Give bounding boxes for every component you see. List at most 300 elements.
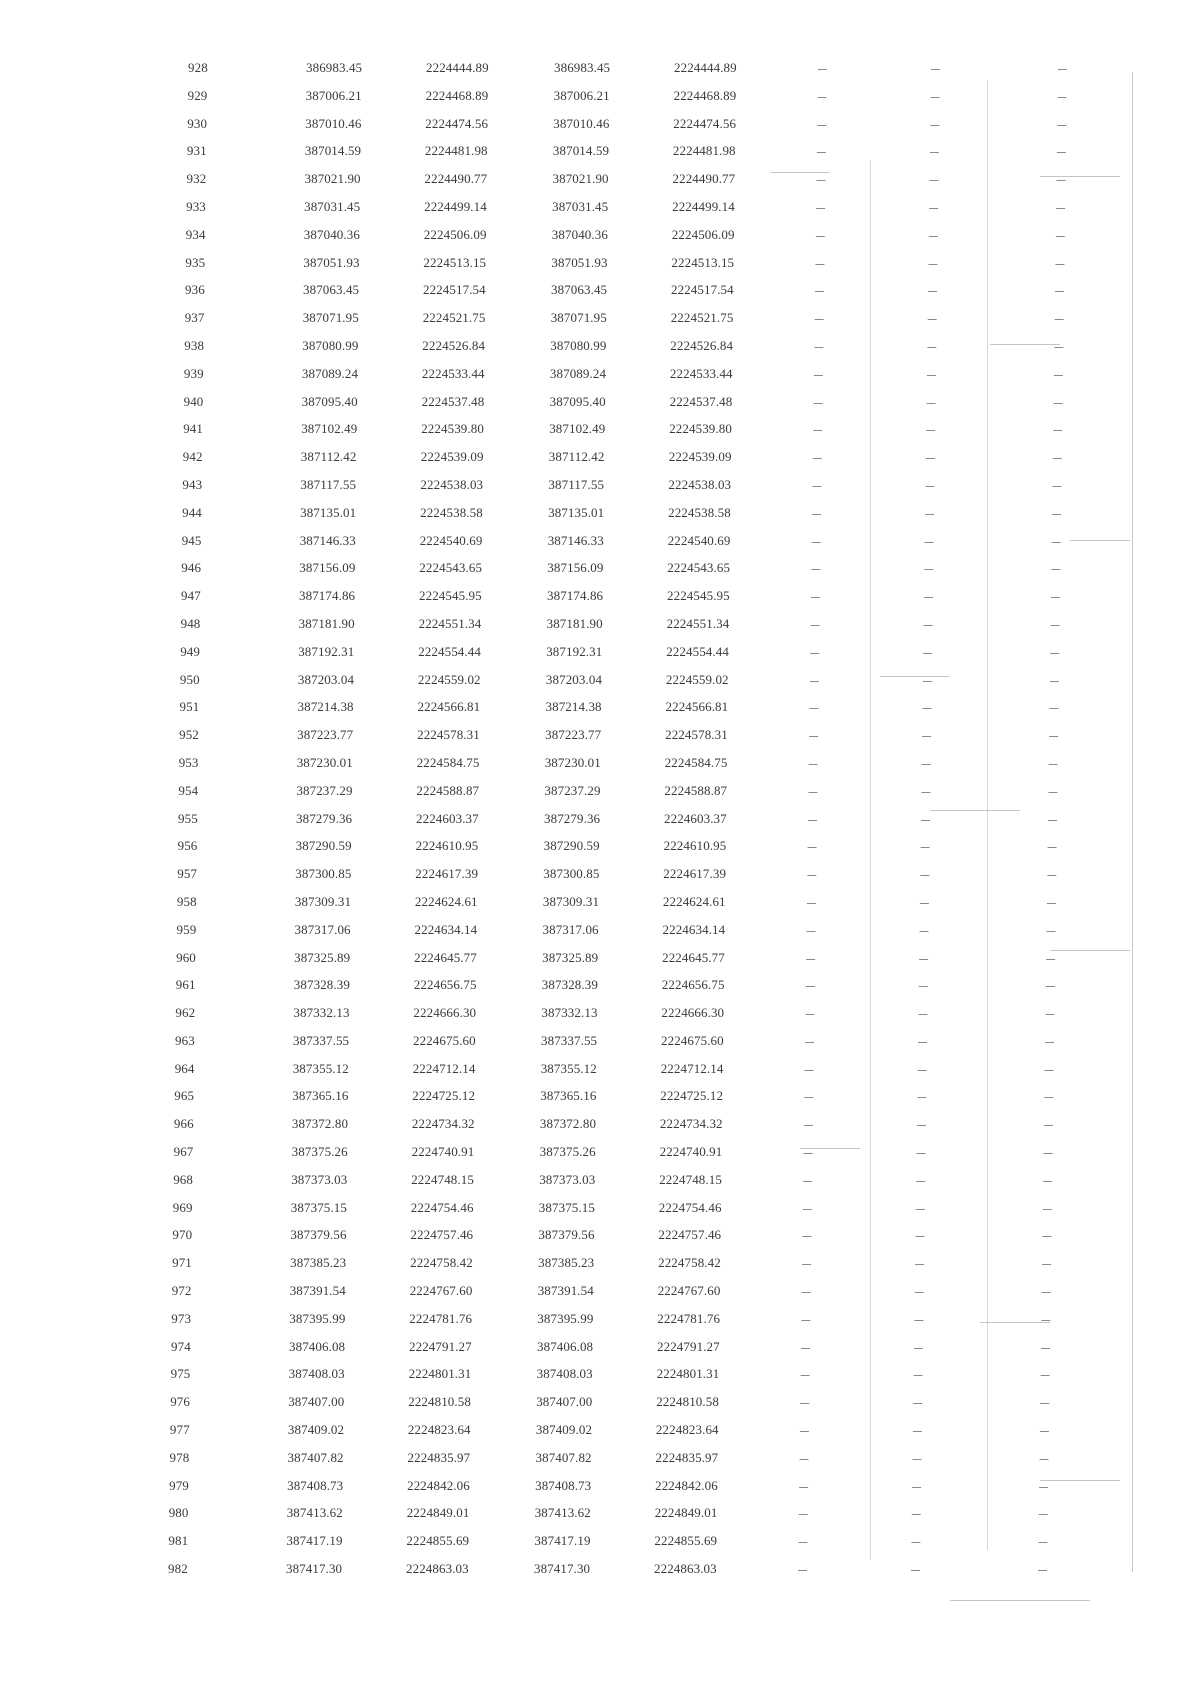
x-coordinate-repeat: 387408.03: [536, 1366, 593, 1382]
y-coordinate-repeat: 2224767.60: [657, 1283, 721, 1299]
y-coordinate-repeat: 2224554.44: [666, 643, 729, 659]
x-coordinate: 387375.26: [291, 1144, 348, 1160]
y-coordinate-repeat: 2224545.95: [667, 588, 730, 604]
y-coordinate: 2224468.89: [425, 87, 489, 103]
table-row: [0, 977, 1194, 1005]
table-row: [0, 1533, 1186, 1561]
empty-cell-dash: [1054, 375, 1063, 376]
x-coordinate: 387181.90: [298, 615, 355, 631]
table-row: [0, 755, 1197, 783]
y-coordinate: 2224559.02: [417, 671, 481, 687]
y-coordinate: 2224539.80: [421, 421, 484, 437]
empty-cell-dash: [1049, 764, 1058, 765]
y-coordinate-repeat: 2224617.39: [663, 866, 727, 882]
x-coordinate-repeat: 387325.89: [542, 949, 599, 965]
empty-cell-dash: [1039, 1514, 1048, 1515]
empty-cell-dash: [913, 1403, 922, 1404]
empty-cell-dash: [930, 180, 939, 181]
empty-cell-dash: [927, 347, 936, 348]
y-coordinate-repeat: 2224823.64: [655, 1422, 719, 1438]
table-row: [0, 1255, 1190, 1283]
point-number: 970: [172, 1227, 193, 1243]
empty-cell-dash: [924, 625, 933, 626]
y-coordinate: 2224666.30: [413, 1005, 477, 1021]
point-number: 961: [175, 977, 196, 993]
empty-cell-dash: [926, 430, 935, 431]
empty-cell-dash: [927, 403, 936, 404]
x-coordinate-repeat: 387417.19: [534, 1533, 591, 1549]
point-number: 949: [180, 643, 201, 659]
empty-cell-dash: [930, 152, 939, 153]
y-coordinate-repeat: 2224603.37: [664, 810, 727, 826]
x-coordinate: 387417.19: [286, 1533, 343, 1549]
point-number: 929: [187, 87, 208, 103]
y-coordinate-repeat: 2224610.95: [663, 838, 727, 854]
empty-cell-dash: [815, 291, 824, 292]
table-row: [5, 171, 1200, 199]
point-number: 944: [182, 504, 202, 520]
empty-cell-dash: [921, 792, 930, 793]
y-coordinate: 2224444.89: [426, 60, 489, 75]
empty-cell-dash: [924, 597, 933, 598]
empty-cell-dash: [816, 208, 825, 209]
x-coordinate-repeat: 387355.12: [540, 1060, 597, 1076]
y-coordinate-repeat: 2224513.15: [671, 254, 735, 270]
x-coordinate-repeat: 387117.55: [548, 476, 605, 492]
empty-cell-dash: [810, 708, 819, 709]
y-coordinate-repeat: 2224539.80: [669, 421, 732, 437]
x-coordinate: 387021.90: [304, 171, 361, 187]
x-coordinate: 387365.16: [292, 1088, 349, 1104]
empty-cell-dash: [927, 375, 936, 376]
x-coordinate-repeat: 387337.55: [541, 1032, 598, 1048]
empty-cell-dash: [813, 430, 822, 431]
empty-cell-dash: [802, 1292, 811, 1293]
empty-cell-dash: [1048, 847, 1057, 848]
scan-rule: [980, 1322, 1050, 1323]
empty-cell-dash: [1038, 1570, 1047, 1571]
table-row: [0, 783, 1196, 811]
x-coordinate-repeat: 387375.26: [539, 1144, 596, 1160]
y-coordinate: 2224537.48: [421, 393, 485, 409]
scan-rule: [1070, 540, 1130, 541]
scan-rule: [1132, 72, 1133, 1572]
empty-cell-dash: [1040, 1431, 1049, 1432]
point-number: 982: [168, 1561, 188, 1577]
scan-rule: [987, 80, 988, 1550]
empty-cell-dash: [918, 1042, 927, 1043]
empty-cell-dash: [1039, 1487, 1048, 1488]
empty-cell-dash: [805, 1070, 814, 1071]
empty-cell-dash: [924, 569, 933, 570]
x-coordinate: 387112.42: [300, 449, 357, 465]
table-row: [0, 1144, 1192, 1172]
empty-cell-dash: [1043, 1209, 1052, 1210]
empty-cell-dash: [928, 291, 937, 292]
x-coordinate: 387174.86: [299, 588, 356, 604]
y-coordinate: 2224517.54: [423, 282, 486, 298]
point-number: 968: [173, 1171, 194, 1187]
y-coordinate: 2224645.77: [414, 949, 477, 965]
y-coordinate: 2224855.69: [406, 1533, 470, 1549]
x-coordinate: 387014.59: [304, 143, 362, 159]
point-number: 938: [184, 337, 205, 353]
y-coordinate: 2224533.44: [421, 365, 485, 381]
table-row: [0, 699, 1198, 727]
point-number: 948: [180, 615, 201, 631]
y-coordinate: 2224499.14: [424, 198, 487, 214]
empty-cell-dash: [803, 1209, 812, 1210]
y-coordinate: 2224521.75: [422, 310, 486, 326]
y-coordinate-repeat: 2224566.81: [665, 699, 729, 715]
y-coordinate-repeat: 2224757.46: [658, 1227, 722, 1243]
table-row: [0, 1200, 1191, 1228]
point-number: 943: [182, 476, 203, 492]
empty-cell-dash: [912, 1487, 921, 1488]
empty-cell-dash: [1050, 708, 1059, 709]
x-coordinate-repeat: 387089.24: [549, 365, 607, 381]
empty-cell-dash: [1053, 458, 1062, 459]
empty-cell-dash: [1056, 236, 1065, 237]
x-coordinate: 387080.99: [302, 337, 359, 353]
empty-cell-dash: [804, 1153, 813, 1154]
point-number: 971: [172, 1255, 192, 1271]
x-coordinate-repeat: 387385.23: [538, 1255, 595, 1271]
x-coordinate-repeat: 387040.36: [551, 226, 608, 242]
y-coordinate: 2224540.69: [419, 532, 483, 548]
table-row: [3, 282, 1200, 310]
x-coordinate: 387385.23: [290, 1255, 347, 1271]
table-row: [0, 672, 1198, 700]
empty-cell-dash: [1057, 180, 1066, 181]
y-coordinate-repeat: 2224537.48: [669, 393, 733, 409]
empty-cell-dash: [811, 597, 820, 598]
empty-cell-dash: [920, 931, 929, 932]
x-coordinate: 387328.39: [293, 977, 350, 993]
empty-cell-dash: [925, 542, 934, 543]
x-coordinate: 387408.73: [287, 1477, 344, 1493]
y-coordinate: 2224538.03: [420, 476, 484, 492]
y-coordinate: 2224810.58: [408, 1394, 471, 1410]
y-coordinate-repeat: 2224791.27: [657, 1338, 720, 1354]
x-coordinate-repeat: 387237.29: [544, 782, 601, 798]
y-coordinate: 2224543.65: [419, 560, 483, 576]
empty-cell-dash: [817, 180, 826, 181]
empty-cell-dash: [801, 1375, 810, 1376]
y-coordinate-repeat: 2224506.09: [671, 226, 735, 242]
x-coordinate: 386983.45: [306, 60, 363, 75]
x-coordinate: 387040.36: [303, 226, 360, 242]
y-coordinate-repeat: 2224559.02: [665, 671, 729, 687]
table-row: [0, 1366, 1189, 1394]
scan-rule: [930, 810, 1020, 811]
table-row: [6, 88, 1200, 116]
empty-cell-dash: [1045, 1042, 1054, 1043]
y-coordinate-repeat: 2224468.89: [673, 87, 737, 103]
x-coordinate-repeat: 387332.13: [541, 1005, 598, 1021]
empty-cell-dash: [808, 847, 817, 848]
point-number: 958: [176, 893, 197, 909]
table-row: [6, 60, 1200, 88]
x-coordinate: 387409.02: [287, 1422, 345, 1438]
y-coordinate-repeat: 2224543.65: [667, 560, 731, 576]
x-coordinate-repeat: 387408.73: [535, 1477, 592, 1493]
table-row: [0, 533, 1200, 561]
table-row: [0, 588, 1199, 616]
x-coordinate-repeat: 387317.06: [542, 921, 599, 937]
y-coordinate-repeat: 2224538.58: [668, 504, 731, 520]
point-number: 967: [173, 1144, 194, 1160]
y-coordinate: 2224490.77: [424, 171, 488, 187]
x-coordinate-repeat: 387192.31: [546, 643, 603, 659]
x-coordinate: 387156.09: [299, 560, 356, 576]
y-coordinate-repeat: 2224666.30: [661, 1005, 725, 1021]
empty-cell-dash: [814, 347, 823, 348]
x-coordinate-repeat: 387174.86: [547, 588, 604, 604]
empty-cell-dash: [1040, 1459, 1049, 1460]
empty-cell-dash: [918, 1014, 927, 1015]
empty-cell-dash: [801, 1348, 810, 1349]
x-coordinate: 387203.04: [297, 671, 355, 687]
point-number: 959: [176, 921, 197, 937]
x-coordinate: 387317.06: [294, 921, 351, 937]
point-number: 977: [169, 1422, 190, 1438]
point-number: 946: [181, 560, 202, 576]
empty-cell-dash: [799, 1487, 808, 1488]
table-row: [0, 1033, 1193, 1061]
x-coordinate-repeat: 387373.03: [539, 1171, 596, 1187]
scan-rule: [870, 160, 871, 1560]
y-coordinate-repeat: 2224474.56: [673, 115, 737, 131]
table-row: [0, 1061, 1193, 1089]
x-coordinate-repeat: 387375.15: [538, 1199, 595, 1215]
empty-cell-dash: [1045, 1070, 1054, 1071]
empty-cell-dash: [805, 1014, 814, 1015]
point-number: 947: [181, 588, 201, 604]
point-number: 963: [175, 1032, 195, 1048]
point-number: 930: [187, 115, 208, 131]
x-coordinate: 387237.29: [296, 782, 353, 798]
empty-cell-dash: [815, 264, 824, 265]
point-number: 940: [183, 393, 204, 409]
empty-cell-dash: [806, 986, 815, 987]
x-coordinate: 387006.21: [305, 87, 362, 103]
x-coordinate: 387300.85: [295, 866, 352, 882]
point-number: 939: [183, 365, 204, 381]
empty-cell-dash: [812, 514, 821, 515]
empty-cell-dash: [925, 514, 934, 515]
point-number: 933: [186, 198, 206, 214]
y-coordinate: 2224603.37: [416, 810, 479, 826]
point-number: 928: [188, 60, 208, 75]
empty-cell-dash: [1044, 1097, 1053, 1098]
x-coordinate-repeat: 387372.80: [539, 1116, 597, 1132]
x-coordinate: 387408.03: [288, 1366, 345, 1382]
empty-cell-dash: [1040, 1403, 1049, 1404]
empty-cell-dash: [931, 69, 940, 70]
point-number: 975: [170, 1366, 191, 1382]
scan-rule: [880, 676, 950, 677]
point-number: 960: [176, 949, 196, 965]
y-coordinate-repeat: 2224810.58: [656, 1394, 719, 1410]
y-coordinate-repeat: 2224521.75: [670, 310, 734, 326]
x-coordinate-repeat: 387102.49: [549, 421, 606, 437]
x-coordinate: 387406.08: [289, 1338, 346, 1354]
empty-cell-dash: [809, 736, 818, 737]
empty-cell-dash: [798, 1542, 807, 1543]
y-coordinate-repeat: 2224624.61: [662, 893, 726, 909]
y-coordinate: 2224545.95: [419, 588, 482, 604]
point-number: 979: [169, 1477, 189, 1493]
x-coordinate: 387290.59: [295, 838, 352, 854]
table-row: [0, 1505, 1187, 1533]
y-coordinate-repeat: 2224725.12: [660, 1088, 724, 1104]
empty-cell-dash: [919, 986, 928, 987]
empty-cell-dash: [1047, 875, 1056, 876]
table-row: [0, 1088, 1192, 1116]
x-coordinate: 387146.33: [299, 532, 356, 548]
empty-cell-dash: [1042, 1292, 1051, 1293]
y-coordinate: 2224801.31: [408, 1366, 472, 1382]
x-coordinate: 387095.40: [301, 393, 358, 409]
empty-cell-dash: [1044, 1125, 1053, 1126]
x-coordinate: 387010.46: [305, 115, 362, 131]
empty-cell-dash: [806, 959, 815, 960]
table-row: [0, 560, 1199, 588]
y-coordinate-repeat: 2224675.60: [661, 1032, 724, 1048]
x-coordinate-repeat: 387112.42: [548, 449, 605, 465]
table-row: [1, 449, 1200, 477]
empty-cell-dash: [914, 1320, 923, 1321]
empty-cell-dash: [922, 764, 931, 765]
x-coordinate-repeat: 387156.09: [547, 560, 604, 576]
table-row: [0, 1422, 1188, 1450]
empty-cell-dash: [818, 69, 827, 70]
x-coordinate-repeat: 387409.02: [535, 1422, 593, 1438]
y-coordinate: 2224849.01: [406, 1505, 470, 1521]
table-row: [0, 644, 1198, 672]
empty-cell-dash: [1050, 681, 1059, 682]
x-coordinate: 387355.12: [292, 1060, 349, 1076]
empty-cell-dash: [1047, 931, 1056, 932]
point-number: 934: [185, 226, 206, 242]
empty-cell-dash: [911, 1542, 920, 1543]
y-coordinate-repeat: 2224656.75: [661, 977, 725, 993]
x-coordinate: 387192.31: [298, 643, 355, 659]
coordinate-table: [0, 60, 1200, 1589]
point-number: 976: [170, 1394, 191, 1410]
x-coordinate: 387407.00: [288, 1394, 345, 1410]
y-coordinate: 2224481.98: [424, 143, 488, 159]
empty-cell-dash: [1053, 430, 1062, 431]
empty-cell-dash: [1057, 125, 1066, 126]
y-coordinate-repeat: 2224712.14: [660, 1060, 724, 1076]
x-coordinate-repeat: 387279.36: [544, 810, 601, 826]
x-coordinate: 387117.55: [300, 476, 357, 492]
y-coordinate-repeat: 2224748.15: [659, 1171, 722, 1187]
x-coordinate: 387391.54: [289, 1283, 346, 1299]
empty-cell-dash: [916, 1209, 925, 1210]
empty-cell-dash: [1041, 1320, 1050, 1321]
point-number: 931: [186, 143, 207, 159]
point-number: 962: [175, 1005, 196, 1021]
y-coordinate: 2224584.75: [416, 754, 480, 770]
empty-cell-dash: [800, 1403, 809, 1404]
table-row: [0, 727, 1197, 755]
empty-cell-dash: [1052, 542, 1061, 543]
empty-cell-dash: [1057, 152, 1066, 153]
empty-cell-dash: [921, 820, 930, 821]
x-coordinate-repeat: 387365.16: [540, 1088, 597, 1104]
x-coordinate-repeat: 387080.99: [550, 337, 607, 353]
y-coordinate-repeat: 2224444.89: [674, 60, 737, 75]
table-row: [0, 1561, 1186, 1589]
table-row: [0, 1311, 1189, 1339]
x-coordinate: 387373.03: [291, 1171, 348, 1187]
x-coordinate: 387395.99: [289, 1310, 346, 1326]
empty-cell-dash: [1051, 625, 1060, 626]
empty-cell-dash: [1058, 97, 1067, 98]
y-coordinate-repeat: 2224540.69: [667, 532, 731, 548]
empty-cell-dash: [809, 764, 818, 765]
empty-cell-dash: [814, 375, 823, 376]
y-coordinate-repeat: 2224781.76: [657, 1310, 721, 1326]
x-coordinate-repeat: 387407.82: [535, 1449, 592, 1465]
empty-cell-dash: [813, 458, 822, 459]
point-number: 953: [178, 754, 199, 770]
y-coordinate: 2224675.60: [413, 1032, 476, 1048]
empty-cell-dash: [914, 1348, 923, 1349]
empty-cell-dash: [1051, 569, 1060, 570]
empty-cell-dash: [915, 1236, 924, 1237]
x-coordinate-repeat: 387391.54: [537, 1283, 594, 1299]
y-coordinate-repeat: 2224855.69: [654, 1533, 718, 1549]
x-coordinate: 387051.93: [303, 254, 360, 270]
empty-cell-dash: [1046, 959, 1055, 960]
x-coordinate-repeat: 387135.01: [548, 504, 605, 520]
x-coordinate: 387309.31: [294, 893, 352, 909]
empty-cell-dash: [923, 653, 932, 654]
empty-cell-dash: [1055, 319, 1064, 320]
table-row: [0, 1172, 1191, 1200]
empty-cell-dash: [798, 1570, 807, 1571]
empty-cell-dash: [920, 903, 929, 904]
x-coordinate-repeat: 387309.31: [542, 893, 600, 909]
table-row: [0, 950, 1194, 978]
table-row: [0, 866, 1195, 894]
y-coordinate: 2224578.31: [417, 727, 480, 743]
y-coordinate-repeat: 2224481.98: [672, 143, 736, 159]
x-coordinate: 387135.01: [300, 504, 357, 520]
x-coordinate: 387230.01: [296, 754, 353, 770]
empty-cell-dash: [1052, 486, 1061, 487]
empty-cell-dash: [1042, 1264, 1051, 1265]
point-number: 956: [177, 838, 198, 854]
point-number: 972: [171, 1283, 192, 1299]
point-number: 941: [183, 421, 204, 437]
scan-rule: [1050, 950, 1130, 951]
y-coordinate-repeat: 2224863.03: [654, 1561, 717, 1577]
empty-cell-dash: [811, 569, 820, 570]
x-coordinate: 387413.62: [286, 1505, 343, 1521]
empty-cell-dash: [811, 625, 820, 626]
empty-cell-dash: [1045, 1014, 1054, 1015]
table-row: [0, 1227, 1190, 1255]
table-row: [0, 616, 1199, 644]
point-number: 957: [177, 866, 198, 882]
empty-cell-dash: [913, 1459, 922, 1460]
y-coordinate: 2224526.84: [422, 337, 486, 353]
